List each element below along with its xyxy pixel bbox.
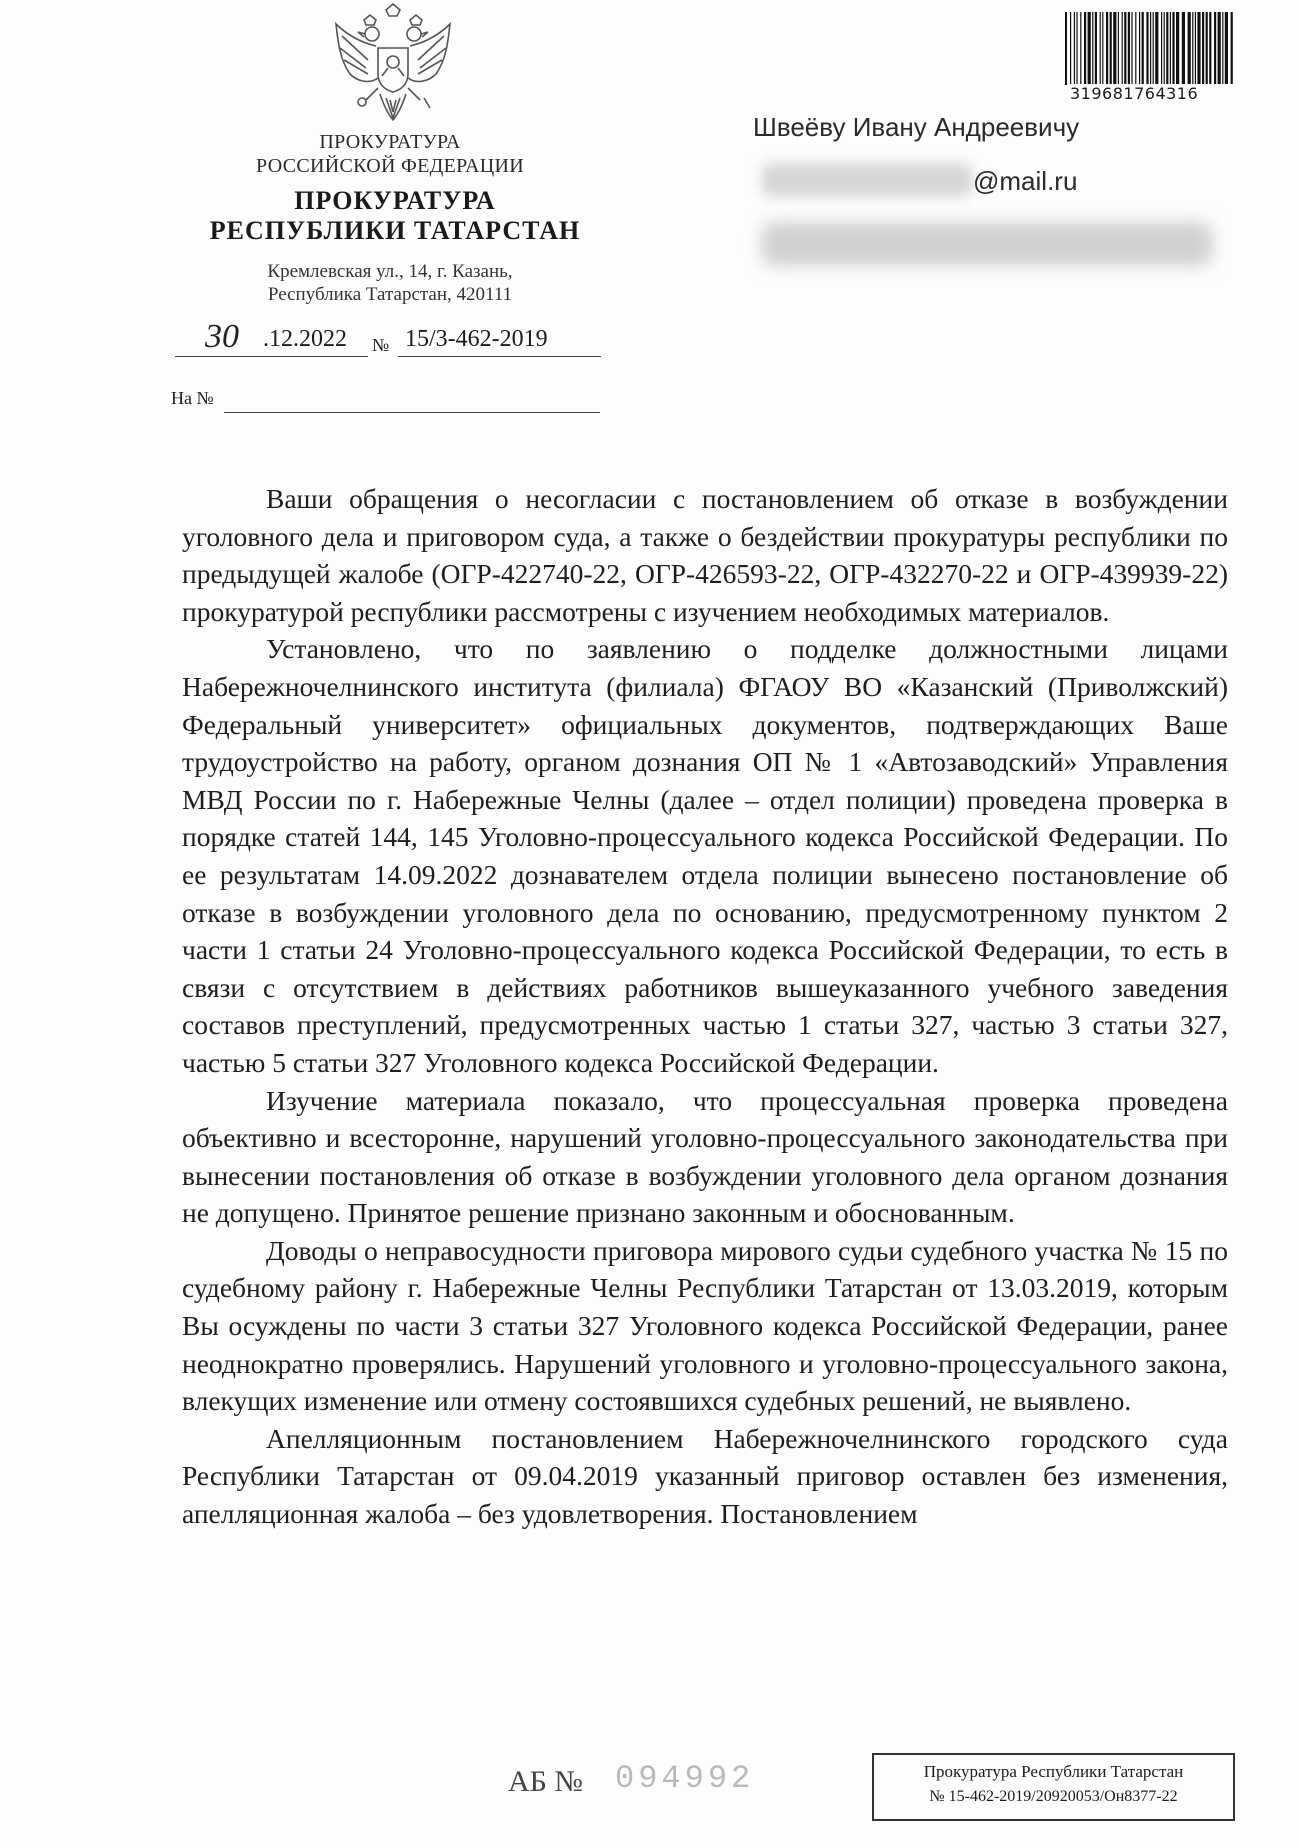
barcode-bar bbox=[1231, 12, 1233, 85]
barcode-bar bbox=[1195, 12, 1196, 85]
registration-stamp-number: № 15-462-2019/20920053/Он8377-22 bbox=[929, 1788, 1178, 1805]
barcode-bar bbox=[1135, 12, 1136, 85]
barcode-bar bbox=[1172, 12, 1174, 85]
date-month-year: .12.2022 bbox=[263, 326, 347, 352]
reply-to-underline bbox=[224, 412, 600, 413]
barcode-bar bbox=[1146, 12, 1148, 85]
barcode-bar bbox=[1100, 12, 1101, 85]
barcode-bar bbox=[1176, 12, 1179, 85]
barcode-bar bbox=[1218, 12, 1221, 85]
date-underline bbox=[175, 356, 368, 357]
barcode-bar bbox=[1197, 12, 1200, 85]
barcode-bar bbox=[1106, 12, 1108, 85]
barcode-bar bbox=[1182, 12, 1185, 85]
barcode-icon bbox=[1065, 12, 1237, 85]
barcode-bar bbox=[1153, 12, 1154, 85]
barcode-bar bbox=[1139, 12, 1140, 85]
barcode-bar bbox=[1142, 12, 1144, 85]
body-paragraph-5: Апелляционным постановлением Набережночелнинского городского суда Республики Татарстан от 09.04.2019 указанный приговор оставлен без изменения, апелляционная жалоба – без удовлетворения. Постановлением bbox=[182, 1422, 1228, 1530]
barcode-bar bbox=[1225, 12, 1228, 85]
number-underline bbox=[398, 356, 601, 357]
registration-stamp-org: Прокуратура Республики Татарстан bbox=[923, 1762, 1184, 1781]
addressee-email-domain: @mail.ru bbox=[973, 166, 1078, 196]
form-series-number: 094992 bbox=[615, 1760, 755, 1797]
barcode-bar bbox=[1164, 12, 1165, 85]
org-address-line1: Кремлевская ул., 14, г. Казань, bbox=[267, 261, 513, 282]
barcode-bar bbox=[1110, 12, 1112, 85]
barcode-bar bbox=[1202, 12, 1204, 85]
addressee-name: Швеёву Ивану Андреевичу bbox=[753, 112, 1080, 142]
barcode-bar bbox=[1188, 12, 1191, 85]
barcode-bar bbox=[1209, 12, 1211, 85]
org-name-line1: ПРОКУРАТУРА bbox=[319, 131, 461, 153]
barcode-bar bbox=[1080, 12, 1081, 85]
org-name-line2: РОССИЙСКОЙ ФЕДЕРАЦИИ bbox=[256, 155, 524, 177]
org-title-line2: РЕСПУБЛИКИ ТАТАРСТАН bbox=[209, 216, 581, 245]
barcode-bar bbox=[1124, 12, 1126, 85]
body-paragraph-3: Изучение материала показало, что процессуальная проверка проведена объективно и всесторонне, нарушений уголовно-процессуального законодательства при вынесении постановления об отказе в возбуждении уголовного дела органом дознания не допущено. Принятое решение признано законным и обоснованным. bbox=[182, 1084, 1228, 1229]
barcode-bar bbox=[1088, 12, 1091, 85]
barcode-bar bbox=[1222, 12, 1223, 85]
barcode-bar bbox=[1095, 12, 1097, 85]
redacted-email-user bbox=[762, 163, 972, 197]
barcode-bar bbox=[1084, 12, 1086, 85]
barcode-bar bbox=[1070, 12, 1071, 85]
barcode-bar bbox=[1113, 12, 1116, 85]
barcode-bar bbox=[1166, 12, 1168, 85]
barcode-bar bbox=[1076, 12, 1077, 85]
number-sign: № bbox=[372, 335, 390, 355]
body-paragraph-2: Установлено, что по заявлению о подделке должностными лицами Набережночелнинского института (филиала) ФГАОУ ВО «Казанский (Приволжский) Федеральный университет» официальных документов, подтверждающих Ваше трудоустройство на работу, органом дознания ОП № 1 «Автозаводский» Управления МВД России по г. Набережные Челны (далее – отдел полиции) проведена проверка в порядке статей 144, 145 Уголовно-процессуального кодекса Российской Федерации. По ее результатам 14.09.2022 дознавателем отдела полиции вынесено постановление об отказе в возбуждении уголовного дела по основанию, предусмотренному пунктом 2 части 1 статьи 24 Уголовно-процессуального кодекса Российской Федерации, то есть в связи с отсутствием в действиях работников вышеуказанного учебного заведения составов преступлений, предусмотренных частью 1 статьи 327, частью 3 статьи 327, частью 5 статьи 327 Уголовного кодекса Российской Федерации. bbox=[182, 633, 1228, 1078]
barcode-bar bbox=[1155, 12, 1158, 85]
org-title-line1: ПРОКУРАТУРА bbox=[294, 186, 496, 215]
outgoing-number: 15/3-462-2019 bbox=[405, 326, 548, 352]
barcode-bar bbox=[1118, 12, 1119, 85]
barcode-bar bbox=[1128, 12, 1130, 85]
barcode-bar bbox=[1206, 12, 1208, 85]
letter-body bbox=[182, 480, 1228, 1533]
barcode-bar bbox=[1150, 12, 1151, 85]
barcode-bar bbox=[1092, 12, 1093, 85]
date-day-handwritten: 30 bbox=[205, 318, 239, 355]
barcode-bar bbox=[1161, 12, 1162, 85]
barcode-bar bbox=[1074, 12, 1075, 85]
barcode-bar bbox=[1192, 12, 1193, 85]
org-address-line2: Республика Татарстан, 420111 bbox=[267, 284, 513, 305]
reply-to-label: На № bbox=[171, 388, 214, 408]
barcode-digits: 319681764316 bbox=[1070, 84, 1240, 103]
barcode-bar bbox=[1214, 12, 1216, 85]
body-paragraph-4: Доводы о неправосудности приговора мирового судьи судебного участка № 15 по судебному району г. Набережные Челны Республики Татарстан от 13.03.2019, которым Вы осуждены по части 3 статьи 327 Уголовного кодекса Российской Федерации, ранее неоднократно проверялись. Нарушений уголовного и уголовно-процессуального закона, влекущих изменение или отмену состоявшихся судебных решений, не выявлено. bbox=[182, 1234, 1228, 1417]
barcode-bar bbox=[1170, 12, 1171, 85]
barcode-bar bbox=[1131, 12, 1132, 85]
redacted-address bbox=[762, 222, 1212, 266]
barcode-bar bbox=[1122, 12, 1123, 85]
form-series-label: АБ № bbox=[508, 1765, 584, 1798]
body-paragraph-1: Ваши обращения о несогласии с постановлением об отказе в возбуждении уголовного дела и приговором суда, а также о бездействии прокуратуры республики по предыдущей жалобе (ОГР-422740-22, ОГР-426593-22, ОГР-432270-22 и ОГР-439939-22) прокуратурой республики рассмотрены с изучением необходимых материалов. bbox=[182, 483, 1228, 627]
barcode-bar bbox=[1102, 12, 1103, 85]
double-headed-eagle-emblem-icon bbox=[328, 2, 458, 126]
